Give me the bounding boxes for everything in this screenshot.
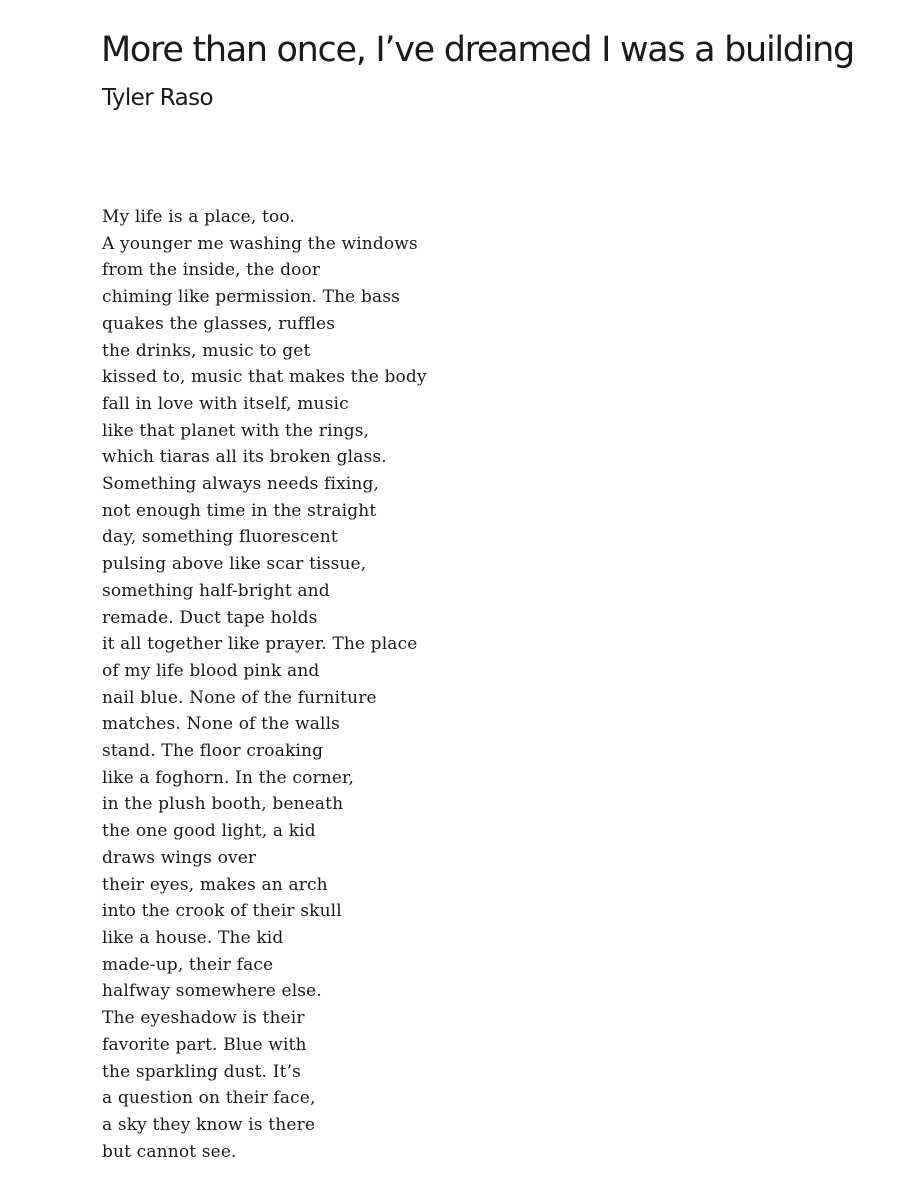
poem-line: a question on their face, bbox=[102, 1088, 316, 1109]
poem-line: from the inside, the door bbox=[102, 260, 321, 281]
poem-title: More than once, I’ve dreamed I was a building bbox=[101, 30, 854, 70]
poem-line: something half-bright and bbox=[102, 580, 330, 601]
poem-line: which tiaras all its broken glass. bbox=[102, 447, 387, 468]
poem-line: chiming like permission. The bass bbox=[102, 287, 401, 308]
poem-line: the one good light, a kid bbox=[102, 821, 316, 842]
poem-line: quakes the glasses, ruffles bbox=[102, 313, 336, 334]
poem-line: it all together like prayer. The place bbox=[102, 634, 418, 655]
poem-line: made-up, their face bbox=[102, 954, 274, 975]
poem-line: The eyeshadow is their bbox=[102, 1008, 305, 1029]
poem-line: halfway somewhere else. bbox=[102, 981, 322, 1002]
poem-line: remade. Duct tape holds bbox=[102, 607, 318, 628]
poem-line: in the plush booth, beneath bbox=[102, 794, 344, 815]
poem-line: not enough time in the straight bbox=[102, 500, 377, 521]
poem-line: nail blue. None of the furniture bbox=[102, 687, 377, 708]
poem-line: like that planet with the rings, bbox=[102, 420, 370, 441]
poem-line: Something always needs fixing, bbox=[102, 474, 380, 495]
poem-line: matches. None of the walls bbox=[102, 714, 341, 735]
poem-line: pulsing above like scar tissue, bbox=[102, 554, 367, 575]
poem-line: My life is a place, too. bbox=[102, 207, 295, 227]
poem-line: stand. The floor croaking bbox=[102, 741, 324, 762]
poem-line: favorite part. Blue with bbox=[102, 1034, 307, 1055]
poem-line: day, something fluorescent bbox=[102, 527, 338, 548]
poem-line: of my life blood pink and bbox=[102, 660, 320, 681]
poem-body bbox=[102, 204, 427, 1165]
poem-line: a sky they know is there bbox=[102, 1114, 316, 1135]
poem-line: the drinks, music to get bbox=[102, 340, 311, 361]
poem-line: A younger me washing the windows bbox=[102, 233, 418, 254]
poem-line: like a foghorn. In the corner, bbox=[102, 767, 355, 788]
poem-line: fall in love with itself, music bbox=[102, 393, 349, 414]
poem-line: into the crook of their skull bbox=[102, 901, 342, 922]
poem-line: like a house. The kid bbox=[102, 927, 284, 948]
poem-line: the sparkling dust. It’s bbox=[102, 1061, 301, 1082]
poem-line: draws wings over bbox=[102, 847, 257, 868]
poem-line: kissed to, music that makes the body bbox=[102, 367, 427, 388]
poem-line: but cannot see. bbox=[102, 1141, 237, 1162]
poem-line: their eyes, makes an arch bbox=[102, 874, 328, 895]
poem-author: Tyler Raso bbox=[102, 85, 214, 111]
